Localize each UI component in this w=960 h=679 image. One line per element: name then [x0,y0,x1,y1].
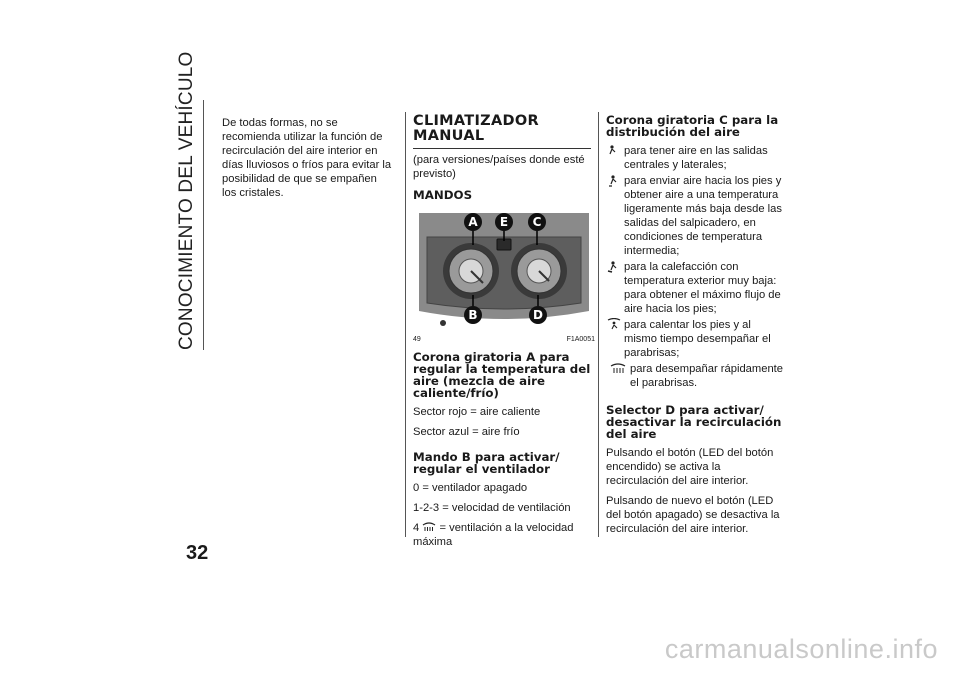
control-panel-illustration [413,211,595,339]
column-1 [222,116,394,206]
section-b-off: 0 = ventilador apagado [413,482,528,494]
feet-vent-icon [606,260,624,274]
section-a-title: Corona giratoria A para regular la temperatura del aire (mezcla de aire caliente/frío) [413,350,591,400]
windscreen-defrost-icon [422,522,436,532]
section-d-paragraph-2: Pulsando de nuevo el botón (LED del botón apagado) se desactiva la recirculación del aire interior. [606,495,780,535]
label-b: B [468,308,478,322]
column-divider-left [203,100,204,350]
section-a-blue: Sector azul = aire frío [413,426,520,438]
face-feet-vent-icon [606,174,624,188]
label-d: D [533,308,543,322]
column-divider-middle [405,112,406,537]
figure-number: 49 [413,336,421,343]
list-item: para enviar aire hacia los pies y obtener aire a una temperatura ligeramente más baja desde las salidas del salpicadero, en condiciones de temperatura intermedia; [606,174,786,258]
section-c-title: Corona giratoria C para la distribución del aire [606,113,779,139]
label-e: E [499,215,509,229]
section-subtitle: (para versiones/países donde esté previsto) [413,154,585,180]
section-b-title: Mando B para activar/ regular el ventilador [413,450,560,476]
label-a: A [468,215,478,229]
label-c: C [532,215,542,229]
title-rule [413,148,591,149]
watermark: carmanualsonline.info [664,634,938,664]
list-item: para calentar los pies y al mismo tiempo desempañar el parabrisas; [606,318,786,360]
list-item: para desempañar rápidamente el parabrisas. [606,362,786,390]
control-panel-figure [413,211,595,343]
section-a-red: Sector rojo = aire caliente [413,406,541,418]
list-item: para tener aire en las salidas centrales y laterales; [606,144,786,172]
face-vent-icon [606,144,624,158]
feet-windscreen-vent-icon [606,318,624,332]
column-divider-right [598,112,599,537]
page-number: 32 [186,542,209,564]
section-b-max: 4 = ventilación a la velocidad máxima [413,522,574,548]
column-3 [606,114,786,542]
mandos-heading: MANDOS [413,188,473,202]
section-d-paragraph-1: Pulsando el botón (LED del botón encendido) se activa la recirculación del aire interior. [606,447,774,487]
intro-paragraph: De todas formas, no se recomienda utilizar la función de recirculación del aire interior en días lluviosos o fríos para evitar la posibilidad de que se empañen los cristales. [222,117,392,199]
list-item: para la calefacción con temperatura exterior muy baja: para obtener el máximo flujo de aire hacia los pies; [606,260,786,316]
section-title: CLIMATIZADOR MANUAL [413,113,539,144]
section-title-vertical: CONOCIMIENTO DEL VEHÍCULO [176,51,197,350]
windscreen-defrost-icon [606,362,630,376]
section-d-title: Selector D para activar/ desactivar la recirculación del aire [606,403,782,441]
section-b-speeds: 1-2-3 = velocidad de ventilación [413,502,571,514]
column-2 [413,113,595,555]
figure-code: F1A0051 [566,336,595,343]
